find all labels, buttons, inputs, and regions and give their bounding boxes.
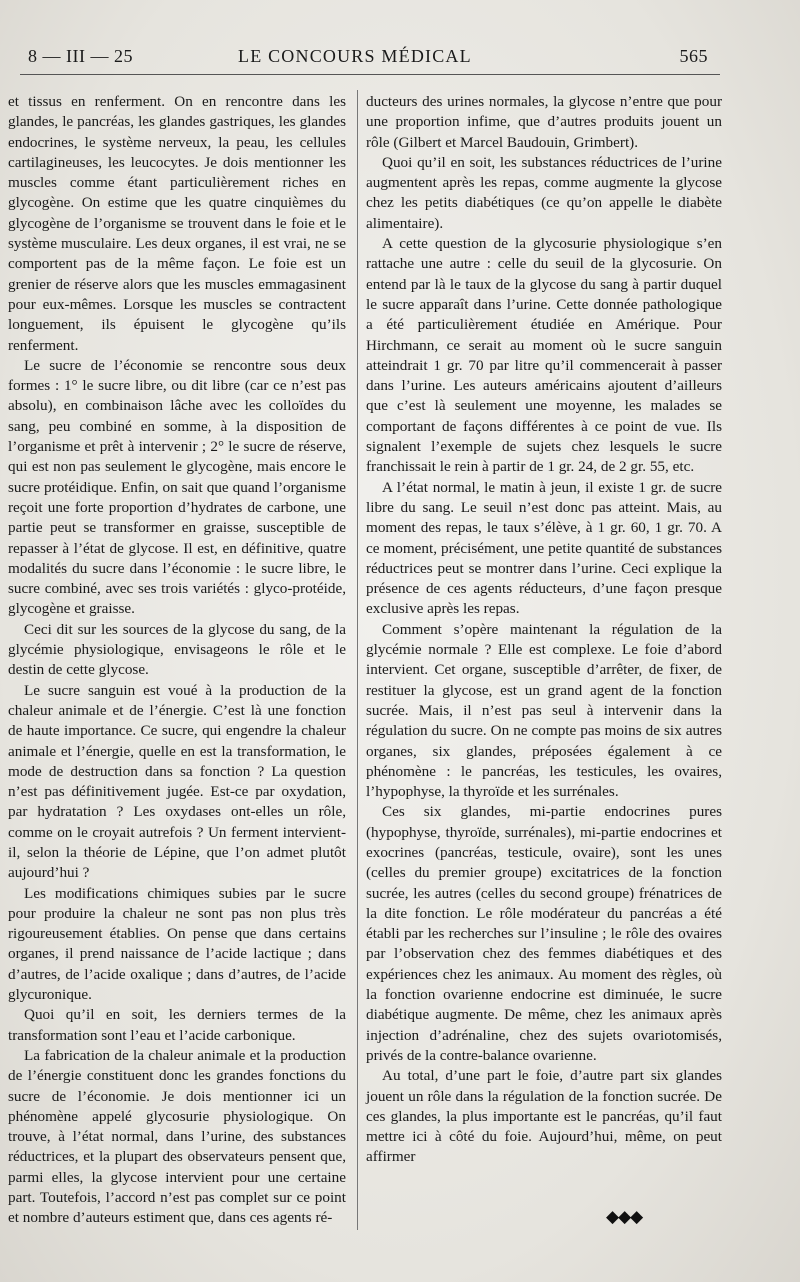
paragraph: ducteurs des urines normales, la glycose n’entre que pour une proportion infime, que d’autres produits jouent un rôle (Gilbert et Marcel Baudouin, Grimbert). [366, 93, 722, 151]
journal-title: LE CONCOURS MÉDICAL [238, 46, 472, 66]
header-rule [20, 74, 720, 75]
issue-date: 8 — III — 25 [28, 46, 133, 66]
paragraph: A cette question de la glycosurie physiologique s’en rattache une autre : celle du seuil de la glycosurie. On entend par là le taux de la glycose du sang à partir duquel le sucre apparaît dans l’urine. Cette donnée pathologique a été particulièrement étudiée en Amérique. Pour Hirchmann, ce serait au moment où le sucre sanguin atteindrait 1 gr. 70 par litre qu’il commencerait à passer dans l’urine. Les auteurs américains ajoutent d’ailleurs que c’est là seulement une moyenne, les malades se comportant de façons différentes à ce point de vue. Ils signalent l’exemple de sujets chez lesquels le sucre franchissait le rein à partir de 1 gr. 24, de 2 gr. 55, etc. [366, 235, 722, 476]
column-divider [357, 90, 358, 1230]
ornament-icon: ◆◆◆ [606, 1207, 643, 1226]
paragraph: Quoi qu’il en soit, les substances réductrices de l’urine augmentent après les repas, comme augmente la glycose chez les petits diabétiques (ce qu’on appelle le diabète alimentaire). [366, 153, 722, 232]
right-column [366, 92, 722, 1168]
paragraph: Le sucre sanguin est voué à la production de la chaleur animale et de l’énergie. C’est là une fonction de haute importance. Ce sucre, qui engendre la chaleur animale et l’énergie, quelle en est la transformation, le mode de destruction dans sa fonction ? La question n’est pas définitivement jugée. Est-ce par oxydation, par hydratation ? Les oxydases ont-elles un rôle, comme on le croyait autrefois ? Un ferment intervient-il, selon la théorie de Lépine, que l’on admet plutôt aujourd’hui ? [8, 681, 346, 882]
paragraph: Au total, d’une part le foie, d’autre part six glandes jouent un rôle dans la régulation de la fonction sucrée. De ces glandes, la plus importante est le pancréas, qu’il faut mettre ici à côté du foie. Aujourd’hui, même, on peut affirmer [366, 1067, 722, 1166]
page-number: 565 [679, 46, 708, 66]
paragraph: Le sucre de l’économie se rencontre sous deux formes : 1° le sucre libre, ou dit libre (car ce n’est pas absolu), en combinaison lâche avec les colloïdes du sang, peu combiné en somme, à la disposition de l’organisme et prêt à intervenir ; 2° le sucre de réserve, qui est non pas seulement le glycogène, mais encore le sucre protéidique. Enfin, on sait que quand l’organisme reçoit une forte proportion d’hydrates de carbone, une partie peut se transformer en graisse, susceptible de repasser à l’état de glycose. Il est, en définitive, quatre modalités du sucre dans l’économie : le sucre libre, le sucre combiné, avec ses trois variétés : glyco-protéide, glycogène et graisse. [8, 356, 346, 618]
paragraph: Ceci dit sur les sources de la glycose du sang, de la glycémie physiologique, envisageons le rôle et le destin de cette glycose. [8, 620, 346, 679]
running-header [28, 46, 708, 70]
paragraph: et tissus en renferment. On en rencontre dans les glandes, le pancréas, les glandes gastriques, les glandes endocrines, le système nerveux, la peau, les cellules cartilagineuses, les leucocytes. Je dois mentionner les muscles comme étant particulièrement riches en glycogène. On estime que les quatre cinquièmes du glycogène de l’organisme se trouvent dans le foie et le système musculaire. Les deux organes, il est vrai, ne se comportent pas de la même façon. Le foie est un grenier de réserve alors que les muscles emmagasinent pour eux-mêmes. Lorsque les muscles se contractent longuement, ils épuisent le glycogène qu’ils renferment. [8, 93, 346, 354]
paragraph: Les modifications chimiques subies par le sucre pour produire la chaleur ne sont pas non plus très rigoureusement établies. On pense que dans certains organes, il prend naissance de l’acide lactique ; dans d’autres, de l’acide oxalique ; dans d’autres, de l’acide glycuronique. [8, 884, 346, 1004]
paragraph: A l’état normal, le matin à jeun, il existe 1 gr. de sucre libre du sang. Le seuil n’est donc pas atteint. Mais, au moment des repas, le taux s’élève, à 1 gr. 60, 1 gr. 70. A ce moment, précisément, une petite quantité de substances réductrices peut se montrer dans l’urine. Ceci explique la présence de ces agents réducteurs, d’une façon presque exclusive après les repas. [366, 478, 722, 618]
paragraph: La fabrication de la chaleur animale et la production de l’énergie constituent donc les grandes fonctions du sucre de l’économie. Je dois mentionner ici un phénomène appelé glycosurie physiologique. On trouve, à l’état normal, dans l’urine, des substances réductrices, et la plupart des observateurs pensent que, parmi elles, la glycose intervient pour une certaine part. Toutefois, l’accord n’est pas complet sur ce point et nombre d’auteurs estiment que, dans ces agents ré- [8, 1046, 346, 1227]
paragraph: Quoi qu’il en soit, les derniers termes de la transformation sont l’eau et l’acide carbonique. [8, 1006, 346, 1044]
left-column [8, 92, 346, 1229]
paragraph: Comment s’opère maintenant la régulation de la glycémie normale ? Elle est complexe. Le foie d’abord intervient. Cet organe, susceptible d’arrêter, de fixer, de restituer la glycose, est un grand agent de la fonction sucrée. Mais, il n’est pas seul à intervenir dans la régulation du sucre. On ne compte pas moins de six autres organes, six glandes, préposées également à ce phénomène : le pancréas, les testicules, les ovaires, l’hypophyse, la thyroïde et les surrénales. [366, 620, 722, 801]
paragraph: Ces six glandes, mi-partie endocrines pures (hypophyse, thyroïde, surrénales), mi-partie endocrines et exocrines (pancréas, testicule, ovaire), sont les unes (celles du premier groupe) excitatrices de la fonction sucrée, les autres (celles du second groupe) frénatrices de la dite fonction. Le rôle modérateur du pancréas a été établi par les recherches sur l’insuline ; le rôle des ovaires par l’observation chez des femmes diabétiques et des expériences chez les animaux. Au moment des règles, où la fonction ovarienne endocrine est diminuée, le sucre diabétique augmente. De même, chez les animaux après injection d’adrénaline, chez des sujets ovariotomisés, privés de la contre-balance ovarienne. [366, 803, 722, 1064]
